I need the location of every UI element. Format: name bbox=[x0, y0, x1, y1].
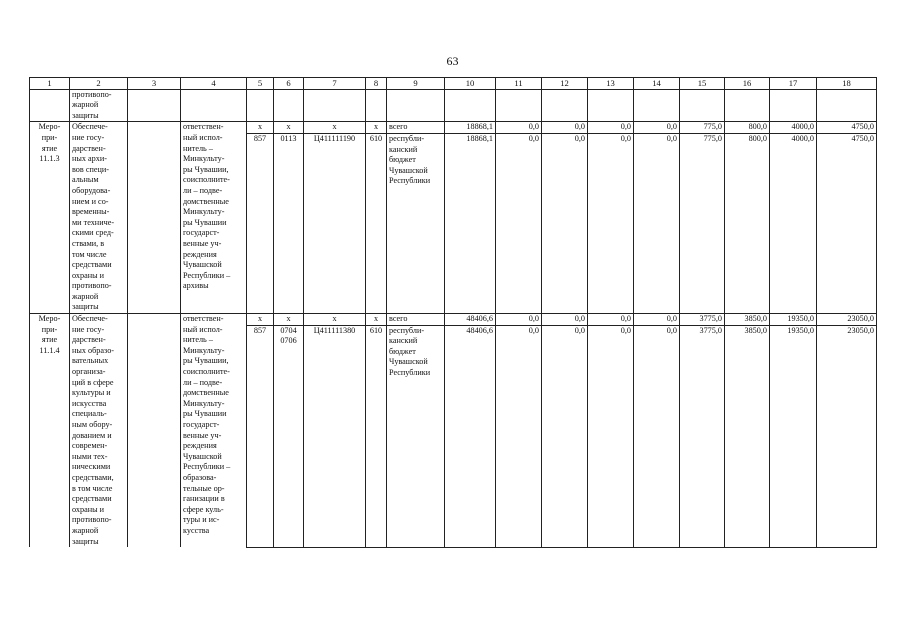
cell-text-line: средствами bbox=[72, 260, 112, 270]
code-cell: x bbox=[304, 122, 366, 134]
cell-text-line: защиты bbox=[72, 110, 99, 120]
cell-text-line: ятие bbox=[41, 143, 58, 153]
value-cell: 800,0 bbox=[725, 122, 770, 134]
cell-text-line: средствами, bbox=[72, 472, 114, 482]
column-number-header: 1 bbox=[30, 78, 70, 90]
target-article-cell: Ц411111380 bbox=[304, 325, 366, 547]
cell-text-line: ли – подве- bbox=[183, 377, 223, 387]
cell-text-line: ными тех- bbox=[72, 451, 108, 461]
column-number-header: 8 bbox=[366, 78, 387, 90]
cell-text-line: бюджет bbox=[389, 155, 416, 165]
cell-text-line: Обеспече- bbox=[72, 122, 108, 132]
cell-text-line: ние госу- bbox=[72, 324, 105, 334]
column-number-header: 6 bbox=[274, 78, 304, 90]
cell-text-line: ры Чувашии bbox=[183, 409, 227, 419]
cell-text-line: 0113 bbox=[280, 133, 297, 143]
cell-text-line: средствами bbox=[72, 494, 112, 504]
value-cell: 18868,1 bbox=[445, 122, 496, 134]
cell-text-line: государст- bbox=[183, 228, 220, 238]
cell-text-line: нием и со- bbox=[72, 196, 109, 206]
column-number-header: 18 bbox=[817, 78, 877, 90]
value-cell: 0,0 bbox=[634, 314, 680, 326]
cell-text-line: республи- bbox=[389, 133, 425, 143]
cell-text-line: альным bbox=[72, 175, 99, 185]
table-cell bbox=[274, 89, 304, 122]
cell-text-line: тельные ор- bbox=[183, 483, 225, 493]
continuation-row bbox=[30, 89, 877, 122]
cell-text-line: ми техниче- bbox=[72, 217, 115, 227]
table-cell bbox=[247, 89, 274, 122]
table-cell bbox=[387, 89, 445, 122]
cell-text-line: современ- bbox=[72, 441, 108, 451]
cell-text-line: Чувашской bbox=[389, 357, 428, 367]
code-cell: x bbox=[366, 314, 387, 326]
table-cell bbox=[680, 89, 725, 122]
table-cell bbox=[817, 89, 877, 122]
cell-text-line: государст- bbox=[183, 420, 220, 429]
cell-text-line: канский bbox=[389, 336, 418, 346]
cell-text-line: защиты bbox=[72, 536, 99, 546]
cell-text-line: организа- bbox=[72, 367, 106, 377]
cell-text-line: туры и ис- bbox=[183, 515, 220, 525]
value-cell: 800,0 bbox=[725, 133, 770, 313]
value-cell: 48406,6 bbox=[445, 314, 496, 326]
cell-text-line: ций в сфере bbox=[72, 377, 114, 387]
value-cell: 0,0 bbox=[588, 314, 634, 326]
cell-text-line: 0704 bbox=[280, 325, 297, 335]
table-cell bbox=[181, 89, 247, 122]
executor-cell bbox=[181, 122, 247, 314]
cell-text-line: в том числе bbox=[72, 483, 113, 493]
cell-text-line: Чувашской bbox=[183, 260, 222, 270]
table-cell bbox=[542, 89, 588, 122]
cell-text-line: Республики bbox=[389, 368, 431, 378]
funding-source-cell bbox=[387, 133, 445, 313]
cell-text-line: домственные bbox=[183, 388, 229, 398]
cell-text-line: охраны и bbox=[72, 504, 105, 514]
cell-text-line: Республики bbox=[389, 176, 431, 186]
cell-text-line: республи- bbox=[389, 325, 425, 335]
value-cell: 23050,0 bbox=[817, 314, 877, 326]
cell-text-line: противопо- bbox=[72, 515, 112, 525]
cell-text-line: ры Чувашии, bbox=[183, 164, 229, 174]
cell-text-line: том числе bbox=[72, 249, 107, 259]
cell-text-line: нитель – bbox=[183, 335, 213, 345]
value-cell: 0,0 bbox=[542, 133, 588, 313]
cell-text-line: охраны и bbox=[72, 270, 105, 280]
column-number-header: 3 bbox=[128, 78, 181, 90]
target-article-cell: Ц411111190 bbox=[304, 133, 366, 313]
column-number-header: 17 bbox=[770, 78, 817, 90]
cell-text-line: Минкульту- bbox=[183, 207, 225, 217]
grbs-code-cell: 857 bbox=[247, 325, 274, 547]
code-cell: всего bbox=[387, 314, 445, 326]
value-cell: 3850,0 bbox=[725, 314, 770, 326]
table-cell bbox=[128, 89, 181, 122]
expense-type-cell: 610 bbox=[366, 325, 387, 547]
column-number-header: 4 bbox=[181, 78, 247, 90]
cell-text-line: реждения bbox=[183, 441, 217, 451]
column-number-header: 11 bbox=[496, 78, 542, 90]
cell-text-line: защиты bbox=[72, 302, 99, 312]
cell-text-line: Чувашской bbox=[389, 165, 428, 175]
cell-text-line: домственные bbox=[183, 196, 229, 206]
value-cell: 3775,0 bbox=[680, 325, 725, 547]
value-cell: 0,0 bbox=[542, 325, 588, 547]
value-cell: 18868,1 bbox=[445, 133, 496, 313]
value-cell: 0,0 bbox=[496, 133, 542, 313]
table-cell bbox=[366, 89, 387, 122]
cell-text-line: Минкульту- bbox=[183, 345, 225, 355]
table-row bbox=[30, 122, 877, 134]
table-cell bbox=[304, 89, 366, 122]
cell-text-line: соисполните- bbox=[183, 367, 230, 377]
cell-text-line: Обеспече- bbox=[72, 314, 108, 324]
cell-text-line: ответствен- bbox=[183, 122, 224, 132]
value-cell: 0,0 bbox=[588, 133, 634, 313]
value-cell: 0,0 bbox=[542, 122, 588, 134]
code-cell: x bbox=[274, 122, 304, 134]
value-cell: 4750,0 bbox=[817, 122, 877, 134]
event-number-cell bbox=[30, 122, 70, 314]
cell-text-line: ятие bbox=[41, 335, 58, 345]
code-cell: x bbox=[304, 314, 366, 326]
cell-text-line: ный испол- bbox=[183, 132, 223, 142]
value-cell: 23050,0 bbox=[817, 325, 877, 547]
cell-text-line: реждения bbox=[183, 249, 217, 259]
page-number: 63 bbox=[446, 54, 459, 68]
empty-cell bbox=[128, 314, 181, 548]
value-cell: 0,0 bbox=[496, 325, 542, 547]
cell-text-line: искусства bbox=[72, 398, 107, 408]
cell-text-line: Чувашской bbox=[183, 451, 222, 461]
value-cell: 0,0 bbox=[496, 122, 542, 134]
value-cell: 0,0 bbox=[634, 133, 680, 313]
column-number-header: 5 bbox=[247, 78, 274, 90]
column-number-header: 9 bbox=[387, 78, 445, 90]
cell-text-line: вательных bbox=[72, 356, 109, 366]
table-body bbox=[30, 89, 877, 547]
cell-text-line: ных архи- bbox=[72, 154, 107, 164]
funding-source-cell bbox=[387, 325, 445, 547]
cell-text-line: ры Чувашии, bbox=[183, 356, 229, 366]
code-cell: x bbox=[366, 122, 387, 134]
grbs-code-cell: 857 bbox=[247, 133, 274, 313]
value-cell: 0,0 bbox=[588, 325, 634, 547]
cell-text-line: ние госу- bbox=[72, 132, 105, 142]
value-cell: 0,0 bbox=[542, 314, 588, 326]
column-number-header: 7 bbox=[304, 78, 366, 90]
cell-text-line: ническими bbox=[72, 462, 111, 472]
event-description-cell bbox=[70, 314, 128, 548]
cell-text-line: Минкульту- bbox=[183, 154, 225, 164]
value-cell: 0,0 bbox=[634, 325, 680, 547]
cell-text-line: дованием и bbox=[72, 430, 112, 440]
cell-text-line: ганизации в bbox=[183, 494, 225, 504]
column-number-header: 12 bbox=[542, 78, 588, 90]
cell-text-line: образова- bbox=[183, 472, 217, 482]
cell-text-line: Меро- bbox=[38, 314, 61, 324]
table-cell bbox=[70, 89, 128, 122]
cell-text-line: скими сред- bbox=[72, 228, 114, 238]
cell-text-line: дарствен- bbox=[72, 143, 106, 153]
column-number-header: 10 bbox=[445, 78, 496, 90]
value-cell: 4750,0 bbox=[817, 133, 877, 313]
value-cell: 0,0 bbox=[588, 122, 634, 134]
cell-text-line: Минкульту- bbox=[183, 398, 225, 408]
table-cell bbox=[770, 89, 817, 122]
cell-text-line: бюджет bbox=[389, 346, 416, 356]
value-cell: 0,0 bbox=[634, 122, 680, 134]
value-cell: 0,0 bbox=[496, 314, 542, 326]
cell-text-line: дарствен- bbox=[72, 335, 106, 345]
section-code-cell bbox=[274, 133, 304, 313]
table-cell bbox=[445, 89, 496, 122]
value-cell: 19350,0 bbox=[770, 314, 817, 326]
cell-text-line: вов специ- bbox=[72, 164, 109, 174]
cell-text-line: ли – подве- bbox=[183, 185, 223, 195]
expense-type-cell: 610 bbox=[366, 133, 387, 313]
table-cell bbox=[588, 89, 634, 122]
event-number-cell bbox=[30, 314, 70, 548]
value-cell: 3775,0 bbox=[680, 314, 725, 326]
cell-text-line: 11.1.3 bbox=[39, 154, 60, 164]
cell-text-line: ры Чувашии bbox=[183, 217, 227, 227]
cell-text-line: Меро- bbox=[38, 122, 61, 132]
column-number-header: 13 bbox=[588, 78, 634, 90]
cell-text-line: венные уч- bbox=[183, 238, 222, 248]
program-table bbox=[29, 77, 877, 548]
cell-text-line: ответствен- bbox=[183, 314, 224, 324]
column-number-header: 2 bbox=[70, 78, 128, 90]
cell-text-line: противопо- bbox=[72, 89, 112, 99]
cell-text-line: жарной bbox=[72, 100, 99, 110]
table-row bbox=[30, 314, 877, 326]
table-cell bbox=[725, 89, 770, 122]
cell-text-line: Республики – bbox=[183, 270, 231, 280]
cell-text-line: при- bbox=[41, 324, 58, 334]
cell-text-line: специаль- bbox=[72, 409, 107, 419]
cell-text-line: ных образо- bbox=[72, 345, 115, 355]
column-number-header: 16 bbox=[725, 78, 770, 90]
cell-text-line: 0706 bbox=[280, 336, 297, 346]
cell-text-line: соисполните- bbox=[183, 175, 230, 185]
column-number-header: 15 bbox=[680, 78, 725, 90]
cell-text-line: оборудова- bbox=[72, 185, 111, 195]
cell-text-line: жарной bbox=[72, 525, 99, 535]
value-cell: 775,0 bbox=[680, 133, 725, 313]
event-description-cell bbox=[70, 122, 128, 314]
cell-text-line: кусства bbox=[183, 525, 210, 535]
value-cell: 4000,0 bbox=[770, 133, 817, 313]
cell-text-line: временны- bbox=[72, 207, 110, 217]
cell-text-line: культуры и bbox=[72, 388, 111, 398]
cell-text-line: ным обору- bbox=[72, 420, 113, 429]
cell-text-line: при- bbox=[41, 132, 58, 142]
cell-text-line: канский bbox=[389, 144, 418, 154]
section-code-cell bbox=[274, 325, 304, 547]
code-cell: всего bbox=[387, 122, 445, 134]
empty-cell bbox=[128, 122, 181, 314]
value-cell: 19350,0 bbox=[770, 325, 817, 547]
value-cell: 775,0 bbox=[680, 122, 725, 134]
cell-text-line: Республики – bbox=[183, 462, 231, 472]
code-cell: x bbox=[274, 314, 304, 326]
table-cell bbox=[634, 89, 680, 122]
cell-text-line: венные уч- bbox=[183, 430, 222, 440]
cell-text-line: архивы bbox=[183, 281, 209, 291]
cell-text-line: ствами, в bbox=[72, 238, 105, 248]
column-number-header: 14 bbox=[634, 78, 680, 90]
value-cell: 3850,0 bbox=[725, 325, 770, 547]
cell-text-line: ный испол- bbox=[183, 324, 223, 334]
code-cell: x bbox=[247, 122, 274, 134]
executor-cell bbox=[181, 314, 247, 548]
cell-text-line: противопо- bbox=[72, 281, 112, 291]
cell-text-line: нитель – bbox=[183, 143, 213, 153]
cell-text-line: 11.1.4 bbox=[39, 345, 60, 355]
cell-text-line: жарной bbox=[72, 291, 99, 301]
table-cell bbox=[496, 89, 542, 122]
value-cell: 4000,0 bbox=[770, 122, 817, 134]
column-number-row bbox=[30, 78, 877, 90]
table-cell bbox=[30, 89, 70, 122]
code-cell: x bbox=[247, 314, 274, 326]
value-cell: 48406,6 bbox=[445, 325, 496, 547]
cell-text-line: сфере куль- bbox=[183, 504, 224, 514]
